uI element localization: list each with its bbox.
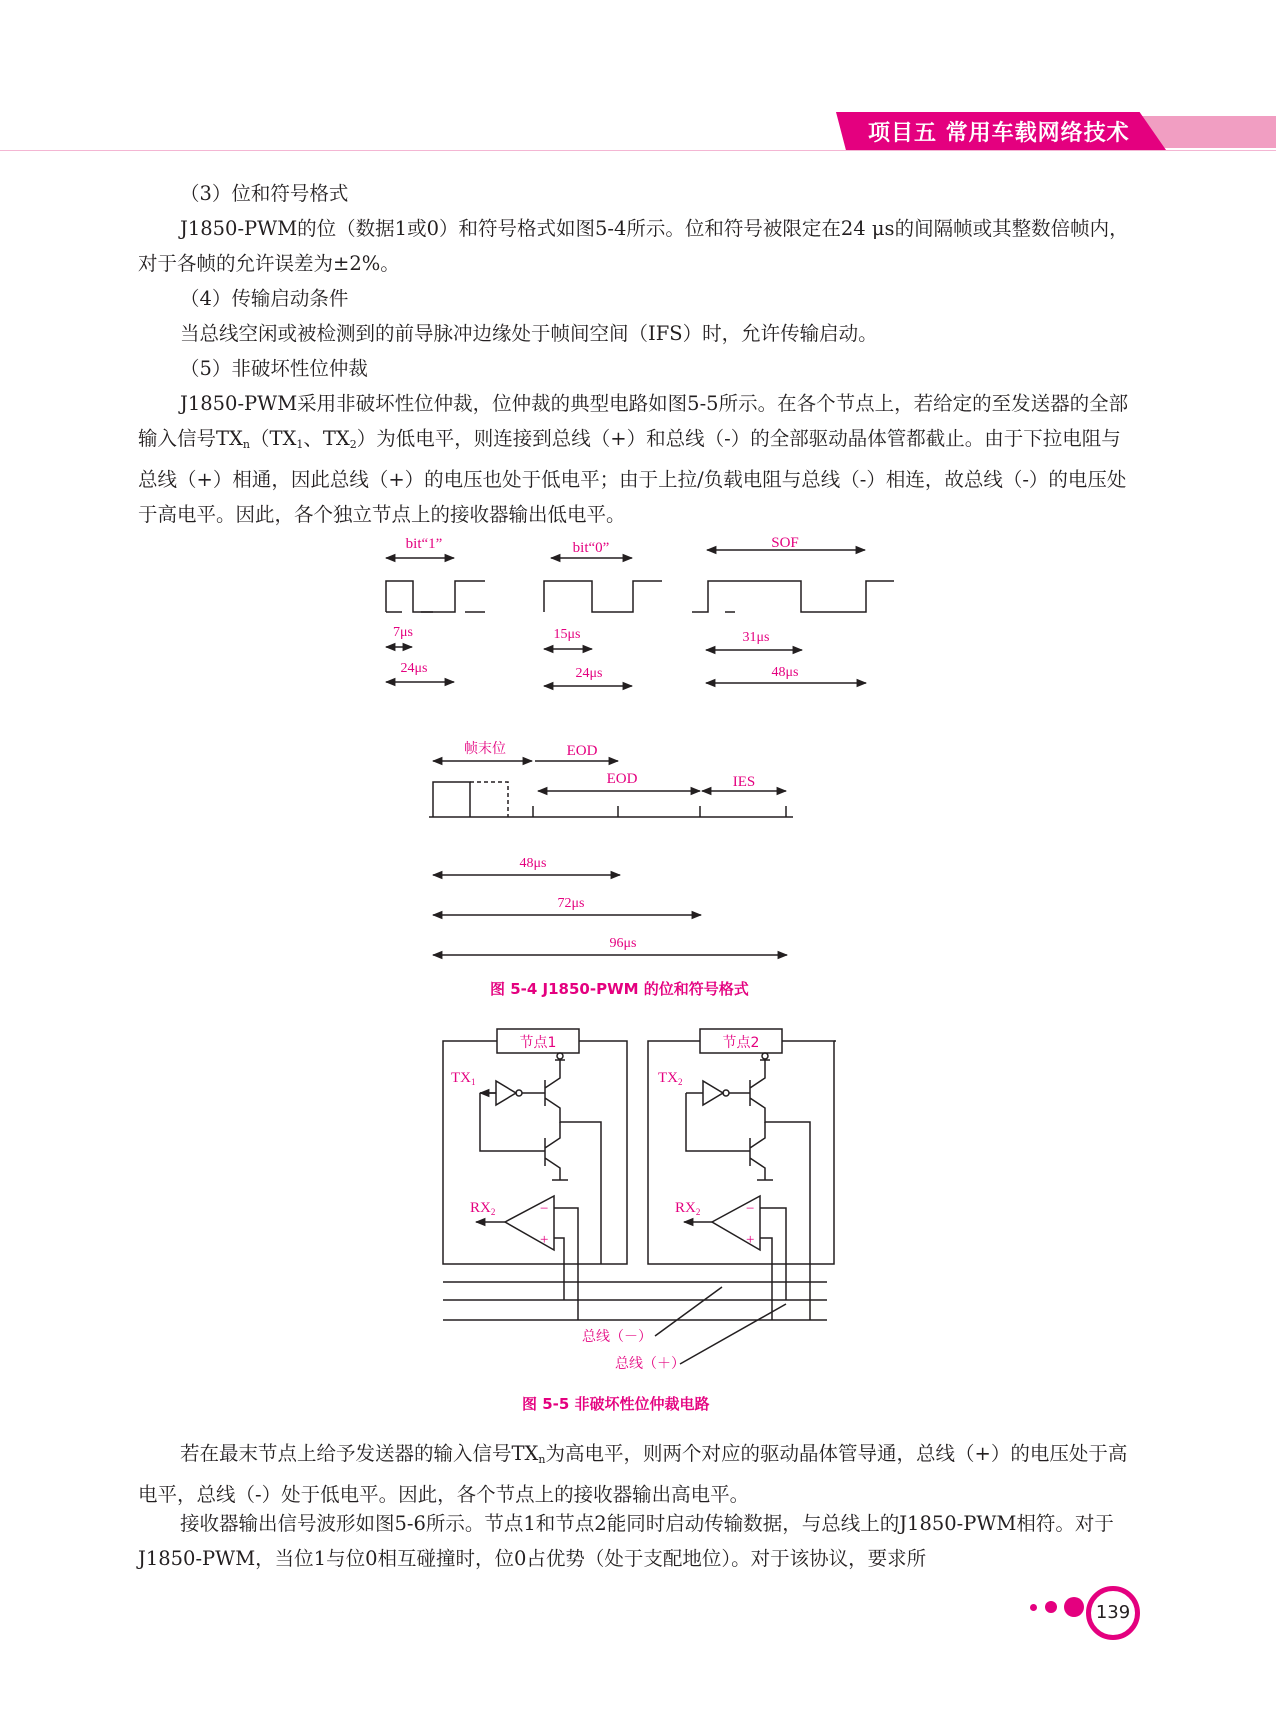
text-run: 为高电平，则两个对应的驱动晶体管导通，总线（+）的电压处于高电平，总线（-）处于低电平。因此，各个节点上的接收器输出高电平。 — [138, 1442, 1128, 1506]
label-ies: IES — [732, 774, 756, 790]
label-tx2: $TX_2$ — [658, 1070, 683, 1087]
text-run: （TX — [249, 427, 297, 450]
footer-dot-small — [1030, 1604, 1037, 1611]
label-24us-a: 24μs — [400, 661, 428, 676]
label-eod-1: EOD — [566, 743, 598, 759]
heading-5: （5）非破坏性位仲裁 — [180, 357, 368, 380]
label-bus-plus: 总线（＋） — [615, 1356, 685, 1372]
page-number: 139 — [1086, 1586, 1140, 1640]
subscript: 2 — [349, 438, 357, 451]
node2-comp-plus-wire — [760, 1238, 772, 1320]
paragraph-high-level — [138, 1436, 1140, 1512]
subscript: 1 — [296, 438, 304, 451]
subscript: n — [538, 1453, 546, 1466]
label-31us: 31μs — [742, 630, 770, 645]
heading-4: （4）传输启动条件 — [180, 287, 349, 310]
figure-5-4-caption: 图 5-4 J1850-PWM 的位和符号格式 — [490, 980, 749, 998]
label-node2: 节点2 — [722, 1035, 760, 1051]
node2-comp-minus-wire — [760, 1208, 786, 1300]
label-bit0: bit“0” — [572, 540, 610, 556]
label-bus-minus: 总线（－） — [582, 1329, 652, 1345]
node1-transistor-bottom — [545, 1122, 568, 1180]
text-run: ）为低电平，则连接到总线（+）和总线（-）的全部驱动晶体管都截止。由于下拉电阻与总线（+）相通，因此总线（+）的电压也处于低电平；由于上拉/负载电阻与总线（-）相连，故总线（-）的电压处于高电平。因此，各个独立节点上的接收器输出低电平。 — [138, 427, 1127, 526]
label-48us-a: 48μs — [771, 665, 799, 680]
label-tx1: $TX_1$ — [451, 1070, 476, 1087]
label-7us: 7μs — [393, 625, 413, 640]
label-72us: 72μs — [557, 896, 585, 911]
paragraph-receiver-output: 接收器输出信号波形如图5-6所示。节点1和节点2能同时启动传输数据，与总线上的J1850-PWM相符。对于J1850-PWM，当位1与位0相互碰撞时，位0占优势（处于支配地位）。对于该协议，要求所 — [138, 1512, 1114, 1570]
label-minus-node2: − — [746, 1201, 755, 1217]
text-run: 、TX — [303, 427, 350, 450]
label-plus-node2: + — [746, 1232, 755, 1248]
leader-bus-plus — [680, 1304, 786, 1364]
figure-5-5-caption: 图 5-5 非破坏性位仲裁电路 — [522, 1395, 710, 1413]
label-minus-node1: − — [540, 1201, 549, 1217]
node1-inverter — [496, 1081, 516, 1105]
label-node1: 节点1 — [519, 1035, 557, 1051]
paragraph-transmit-start: 当总线空闲或被检测到的前导脉冲边缘处于帧间空间（IFS）时，允许传输启动。 — [180, 322, 878, 345]
footer-dot-large — [1064, 1597, 1084, 1617]
text-run: J1850-PWM采用非破坏性位仲裁，位仲裁的典型电路如图5-5所示。在各个节点上，若给定的至发送器的全部输入信号TX — [138, 392, 1129, 450]
label-sof: SOF — [771, 535, 799, 551]
label-24us-b: 24μs — [575, 666, 603, 681]
node1-comp-plus-wire — [554, 1238, 564, 1300]
label-plus-node1: + — [540, 1232, 549, 1248]
leader-bus-minus — [655, 1287, 722, 1336]
label-96us: 96μs — [609, 936, 637, 951]
label-48us: 48μs — [519, 856, 547, 871]
paragraph-bit-format: J1850-PWM的位（数据1或0）和符号格式如图5-4所示。位和符号被限定在24 μs的间隔帧或其整数倍帧内，对于各帧的允许误差为±2%。 — [138, 217, 1129, 275]
label-rx-node2: $RX_2$ — [675, 1200, 701, 1217]
subscript: n — [242, 438, 250, 451]
text-run: 若在最末节点上给予发送器的输入信号TX — [180, 1442, 539, 1465]
node2-pullup — [760, 1060, 770, 1066]
node2-transistor-bottom — [750, 1122, 773, 1180]
footer-dot-medium — [1045, 1601, 1057, 1613]
node1-pullup — [555, 1060, 565, 1066]
node2-tx-wire — [686, 1093, 750, 1151]
node1-tx-wire — [480, 1093, 545, 1151]
heading-3: （3）位和符号格式 — [180, 182, 349, 205]
label-bit1: bit“1” — [405, 536, 443, 552]
chapter-title: 项目五 常用车载网络技术 — [868, 121, 1130, 146]
label-eod-2: EOD — [606, 771, 638, 787]
node2-inverter — [703, 1081, 723, 1105]
label-rx-node1: $RX_2$ — [470, 1200, 496, 1217]
label-15us: 15μs — [553, 627, 581, 642]
label-eof: 帧末位 — [464, 741, 506, 757]
